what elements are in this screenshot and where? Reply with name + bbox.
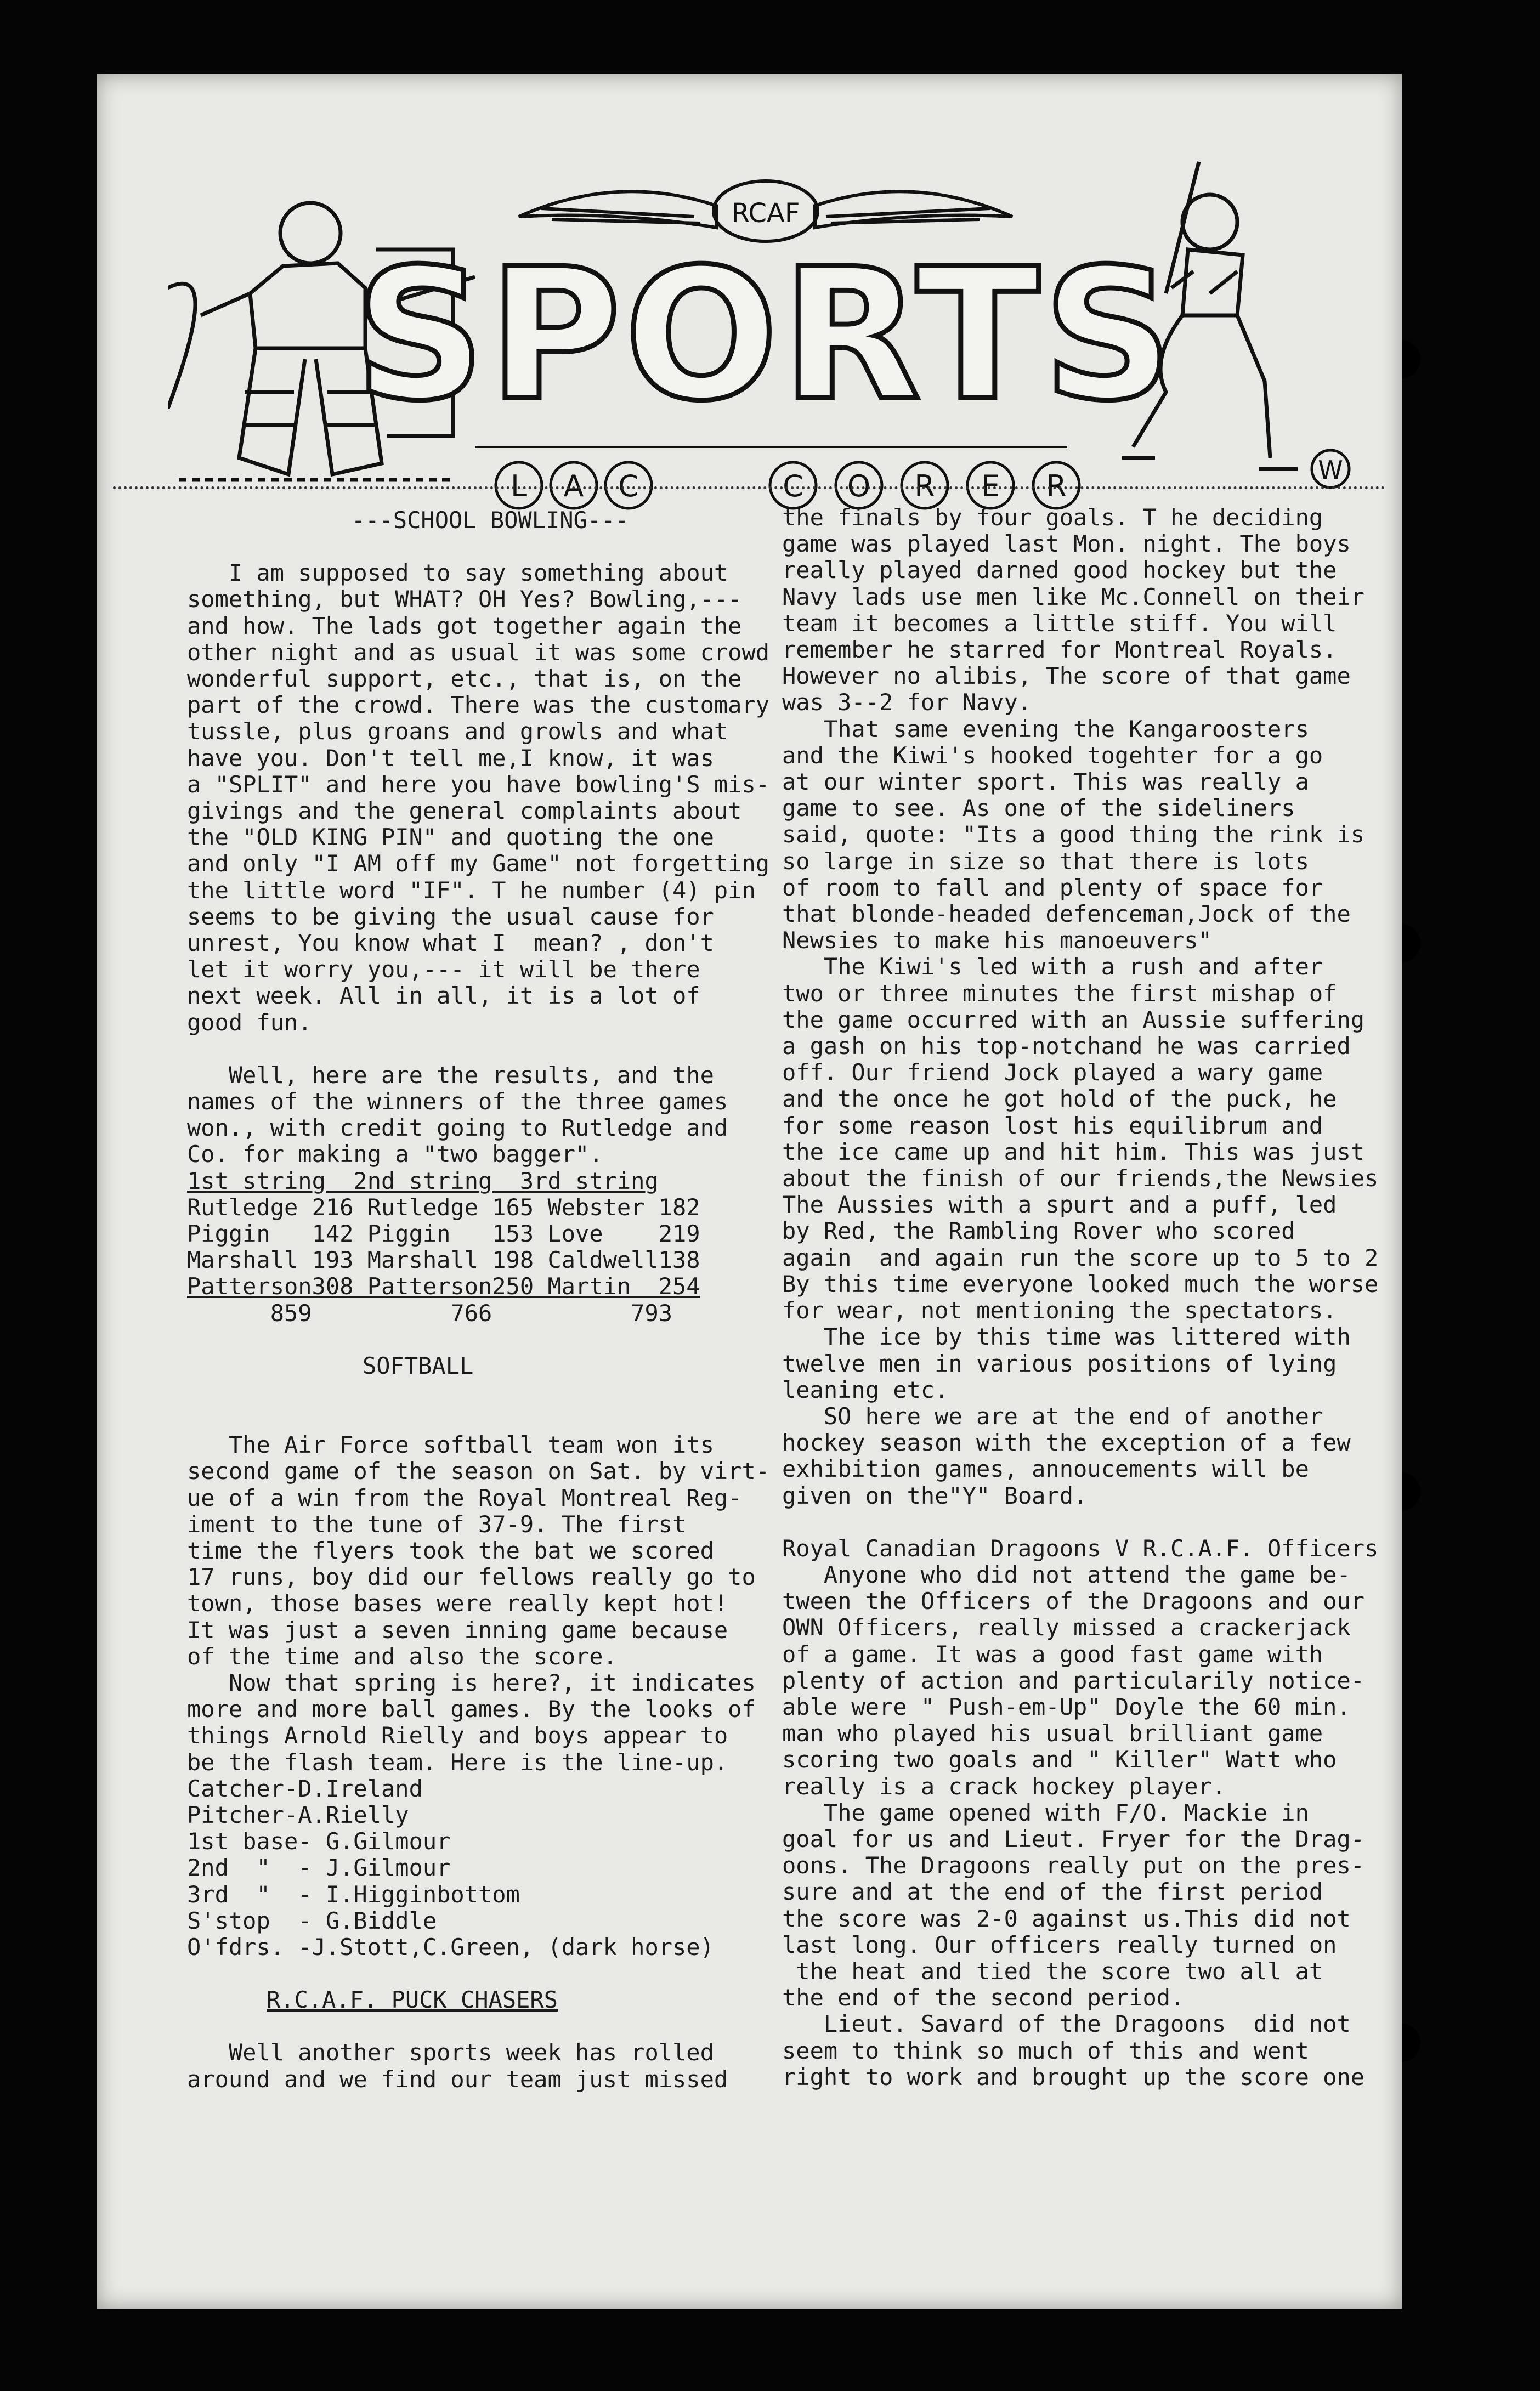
scores-header: 1st string 2nd string 3rd string [187,1167,659,1194]
dragoons-line: really is a crack hockey player. [782,1772,1226,1800]
bowling-heading: ---SCHOOL BOWLING--- [352,507,629,534]
hockey-line: by Red, the Rambling Rover who scored [782,1217,1295,1245]
softball-line: town, those bases were really kept hot! [187,1590,728,1617]
dragoons-line: the score was 2-0 against us.This did not [782,1905,1351,1932]
subtitle-letter: O [847,469,871,503]
dragoons-line: goal for us and Lieut. Fryer for the Drag- [782,1825,1365,1852]
hockey-line: That same evening the Kangaroosters [782,715,1309,743]
lineup-line: O'fdrs. -J.Stott,C.Green, (dark horse) [187,1933,714,1961]
dragoons-line: seem to think so much of this and went [782,2037,1309,2064]
hockey-line: and the Kiwi's hooked togehter for a go [782,741,1323,769]
hockey-line: By this time everyone looked much the worse [782,1270,1379,1298]
softball-line: be the flash team. Here is the line-up. [187,1748,728,1776]
dragoons-line: plenty of action and particularily notice- [782,1667,1365,1694]
hockey-line: so large in size so that there is lots [782,847,1309,875]
dragoons-line: man who played his usual brilliant game [782,1720,1323,1747]
lineup-line: Catcher-D.Ireland [187,1775,423,1802]
lineup-line: 3rd " - I.Higginbottom [187,1880,520,1908]
artist-mark: W [1318,455,1343,485]
dragoons-heading: Royal Canadian Dragoons V R.C.A.F. Officers [782,1534,1379,1562]
subtitle-letter: A [563,469,584,503]
bowling-line: seems to be giving the usual cause for [187,903,714,930]
lineup-line: 1st base- G.Gilmour [187,1828,451,1855]
softball-heading: SOFTBALL [363,1352,474,1379]
bowling-line: let it worry you,--- it will be there [187,956,700,983]
softball-line: The Air Force softball team won its [187,1431,714,1459]
hockey-line: again and again run the score up to 5 to 2 [782,1244,1379,1271]
hockey-line: game was played last Mon. night. The boys [782,530,1351,558]
results-line: won., with credit going to Rutledge and [187,1114,728,1142]
subtitle-letter: R [1046,469,1067,503]
bowling-line: and only "I AM off my Game" not forgetting [187,850,770,877]
hockey-line: Newsies to make his manoeuvers" [782,927,1212,954]
hockey-line: leaning etc. [782,1376,949,1403]
dragoons-line: The game opened with F/O. Mackie in [782,1799,1309,1826]
dragoons-line: OWN Officers, really missed a crackerjack [782,1614,1351,1641]
hockey-line: team it becomes a little stiff. You will [782,609,1337,637]
subtitle-letter: E [981,469,1000,503]
dragoons-line: Lieut. Savard of the Dragoons did not [782,2010,1351,2038]
bowling-line: the "OLD KING PIN" and quoting the one [187,824,714,851]
hockey-line: given on the"Y" Board. [782,1482,1088,1509]
lineup-line: 2nd " - J.Gilmour [187,1854,451,1882]
hockey-line: off. Our friend Jock played a wary game [782,1059,1323,1086]
scores-row: Piggin 142 Piggin 153 Love 219 [187,1220,700,1248]
softball-line: time the flyers took the bat we scored [187,1537,714,1564]
bowling-line: I am supposed to say something about [187,559,728,587]
bowling-line: unrest, You know what I mean? , don't [187,930,714,957]
dragoons-line: oons. The Dragoons really put on the pres- [782,1852,1365,1879]
hockey-line: was 3--2 for Navy. [782,689,1032,716]
softball-line: of the time and also the score. [187,1642,617,1670]
dragoons-line: right to work and brought up the score one [782,2063,1365,2090]
bowling-line: have you. Don't tell me,I know, it was [187,744,714,772]
hockey-line: a gash on his top-notchand he was carried [782,1033,1351,1060]
hockey-line: Navy lads use men like Mc.Connell on their [782,583,1365,610]
scores-row: Rutledge 216 Rutledge 165 Webster 182 [187,1193,700,1221]
dragoons-line: of a game. It was a good fast game with [782,1640,1323,1668]
hockey-line: and the once he got hold of the puck, he [782,1085,1337,1113]
bowling-line: part of the crowd. There was the customary [187,692,770,719]
bowling-line: wonderful support, etc., that is, on the [187,665,742,693]
bowling-line: and how. The lads got together again the [187,612,742,639]
hockey-line: of room to fall and plenty of space for [782,874,1323,901]
lineup-line: Pitcher-A.Rielly [187,1801,409,1828]
hockey-line: exhibition games, annoucements will be [782,1455,1309,1483]
right-column [782,504,1379,2090]
softball-line: second game of the season on Sat. by virt- [187,1458,770,1485]
softball-line: It was just a seven inning game because [187,1616,728,1644]
bowling-line: good fun. [187,1008,312,1036]
softball-line: ue of a win from the Royal Montreal Reg- [187,1484,742,1511]
hockey-line: However no alibis, The score of that game [782,662,1351,690]
hockey-line: game to see. As one of the sideliners [782,795,1295,822]
bowling-line: tussle, plus groans and growls and what [187,718,728,745]
hockey-line: for some reason lost his equilibrum and [782,1112,1323,1139]
bowling-line: a "SPLIT" and here you have bowling'S mis- [187,770,770,798]
hockey-line: SO here we are at the end of another [782,1402,1323,1430]
hockey-line: the finals by four goals. T he deciding [782,504,1323,531]
dragoons-line: last long. Our officers really turned on [782,1931,1337,1958]
subtitle-letter: L [510,469,528,503]
hockey-line: at our winter sport. This was really a [782,768,1309,796]
results-line: Co. for making a "two bagger". [187,1141,603,1168]
dragoons-line: able were " Push-em-Up" Doyle the 60 min. [782,1693,1351,1720]
hockey-line: said, quote: "Its a good thing the rink is [782,821,1365,848]
bowling-line: next week. All in all, it is a lot of [187,982,700,1010]
dragoons-line: Anyone who did not attend the game be- [782,1561,1351,1588]
puck-line: Well another sports week has rolled [187,2039,714,2066]
softball-line: Now that spring is here?, it indicates [187,1669,756,1696]
softball-line: things Arnold Rielly and boys appear to [187,1722,728,1749]
sports-title: SPORTS [354,230,1177,440]
subtitle-letters [496,462,1079,508]
hockey-line: The Kiwi's led with a rush and after [782,953,1323,981]
hockey-line: about the finish of our friends,the Newsies [782,1165,1379,1192]
sports-masthead [168,151,1363,535]
left-column [187,507,770,2093]
subtitle-letter: R [914,469,935,503]
scores-row: Patterson308 Patterson250 Martin 254 [187,1273,700,1300]
subtitle-letter: C [618,469,639,503]
hockey-line: hockey season with the exception of a few [782,1429,1351,1457]
dragoons-line: the end of the second period. [782,1984,1185,2012]
puck-chasers-heading: R.C.A.F. PUCK CHASERS [267,1986,558,2014]
hockey-line: the game occurred with an Aussie suffering [782,1006,1365,1033]
hockey-line: The Aussies with a spurt and a puff, led [782,1191,1337,1219]
lineup-line: S'stop - G.Biddle [187,1907,437,1934]
hockey-line: for wear, not mentioning the spectators. [782,1297,1337,1324]
softball-line: iment to the tune of 37-9. The first [187,1510,687,1538]
results-line: names of the winners of the three games [187,1088,728,1115]
bowling-line: the little word "IF". T he number (4) pin [187,876,756,904]
bowling-line: givings and the general complaints about [187,797,742,825]
masthead-illustration [168,151,1363,535]
header-divider [113,486,1385,489]
hockey-line: remember he starred for Montreal Royals. [782,636,1337,664]
newsletter-page [97,74,1402,2309]
dragoons-line: scoring two goals and " Killer" Watt who [782,1746,1337,1774]
hockey-line: twelve men in various positions of lying [782,1350,1337,1377]
dragoons-line: sure and at the end of the first period [782,1878,1323,1906]
scores-totals: 859 766 793 [187,1299,673,1327]
scores-row: Marshall 193 Marshall 198 Caldwell138 [187,1247,700,1274]
hockey-line: the ice came up and hit him. This was just [782,1138,1365,1165]
hockey-line: that blonde-headed defenceman,Jock of the [782,900,1351,928]
dragoons-line: tween the Officers of the Dragoons and our [782,1588,1365,1615]
results-line: Well, here are the results, and the [187,1061,714,1089]
dragoons-line: the heat and tied the score two all at [782,1957,1323,1985]
puck-line: around and we find our team just missed [187,2065,728,2093]
softball-line: 17 runs, boy did our fellows really go to [187,1563,756,1591]
hockey-line: two or three minutes the first mishap of [782,979,1337,1007]
bowling-line: something, but WHAT? OH Yes? Bowling,--- [187,586,742,613]
hockey-line: really played darned good hockey but the [782,557,1337,584]
hockey-line: The ice by this time was littered with [782,1323,1351,1351]
rcaf-badge-text: RCAF [731,198,800,229]
subtitle-letter: C [783,469,803,503]
bowling-line: other night and as usual it was some crowd [187,638,770,666]
softball-line: more and more ball games. By the looks of [187,1696,756,1723]
